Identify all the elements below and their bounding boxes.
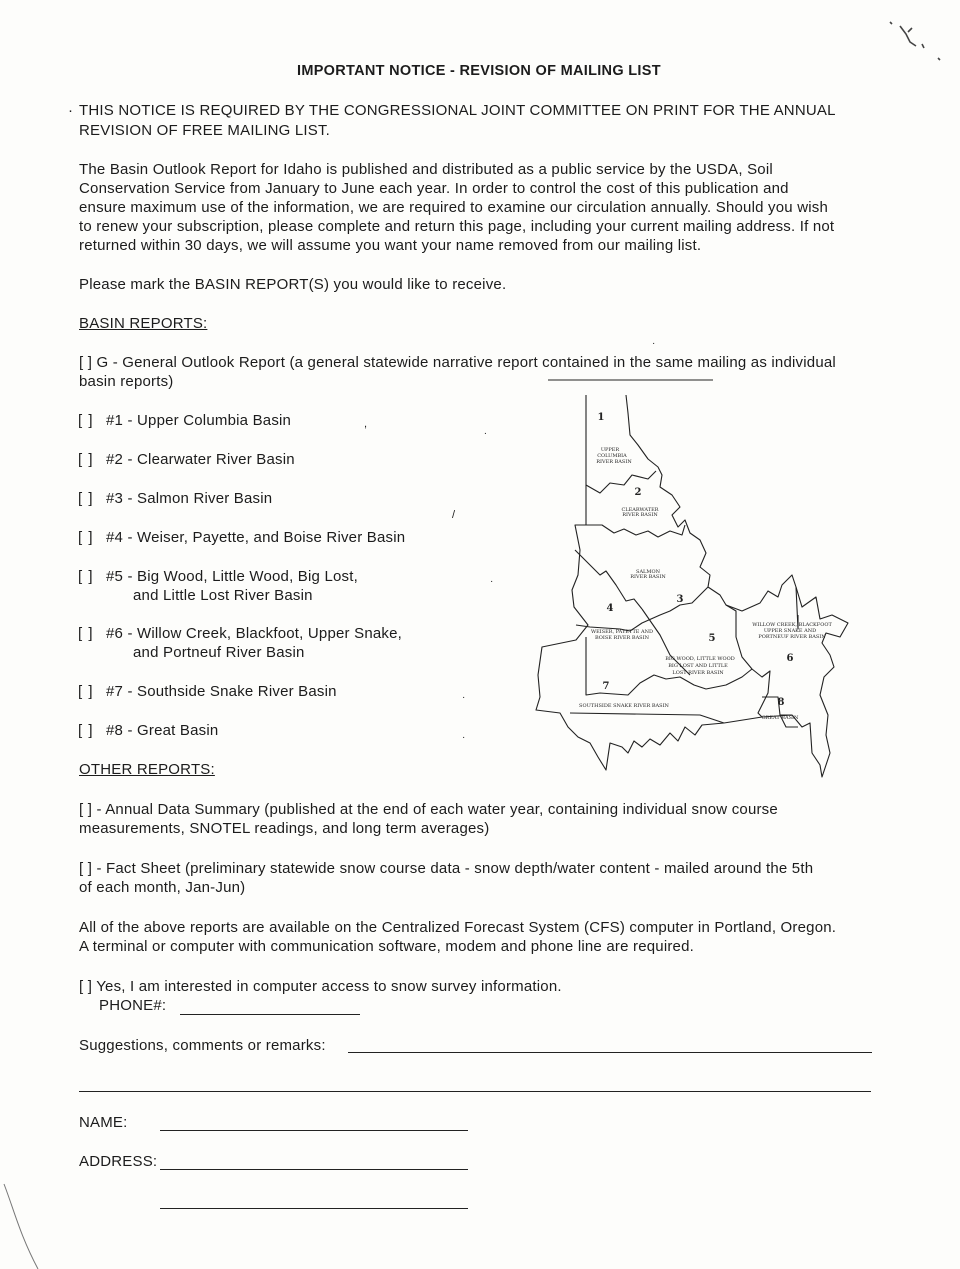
map-label-basin-2: RIVER BASIN bbox=[622, 512, 658, 518]
requirement-line-2: REVISION OF FREE MAILING LIST. bbox=[79, 122, 331, 139]
scan-artifact-edge bbox=[0, 1180, 50, 1269]
address-label: ADDRESS: bbox=[79, 1153, 158, 1170]
idaho-basin-map bbox=[530, 375, 860, 785]
checkbox[interactable]: [ ] bbox=[78, 722, 94, 739]
stray-mark: · bbox=[462, 692, 466, 703]
basin-label: #2 - Clearwater River Basin bbox=[106, 451, 295, 468]
map-label-basin-6: WILLOW CREEK, BLACKFOOT bbox=[752, 622, 832, 628]
requirement-line-1: THIS NOTICE IS REQUIRED BY THE CONGRESSIONAL JOINT COMMITTEE ON PRINT FOR THE ANNUAL bbox=[79, 102, 836, 119]
map-label-basin-2: CLEARWATER bbox=[621, 507, 659, 513]
map-number-3: 3 bbox=[676, 594, 684, 605]
cfs-line-1: All of the above reports are available on the Centralized Forecast System (CFS) computer in Portland, Oregon. bbox=[79, 919, 837, 936]
map-label-basin-1: UPPER bbox=[600, 447, 620, 453]
map-number-1: 1 bbox=[597, 412, 605, 423]
address-field-line-2[interactable] bbox=[160, 1208, 468, 1209]
map-label-basin-7: SOUTHSIDE SNAKE RIVER BASIN bbox=[579, 703, 669, 709]
map-label-basin-5: BIG LOST AND LITTLE bbox=[668, 663, 728, 669]
stray-mark: · bbox=[652, 338, 656, 349]
suggestions-field-line-2[interactable] bbox=[79, 1091, 871, 1092]
basin-label: #4 - Weiser, Payette, and Boise River Basin bbox=[106, 529, 406, 546]
boundary-south bbox=[570, 713, 724, 723]
checkbox[interactable]: [ ] bbox=[78, 625, 94, 642]
stray-mark: · bbox=[490, 576, 494, 587]
phone-label: PHONE#: bbox=[99, 997, 167, 1014]
mark-prompt: Please mark the BASIN REPORT(S) you would like to receive. bbox=[79, 276, 507, 293]
scan-artifact-speck bbox=[880, 14, 950, 74]
map-number-8: 8 bbox=[777, 697, 785, 708]
map-label-basin-3: SALMON bbox=[636, 569, 660, 575]
basin-label-continued: and Portneuf River Basin bbox=[133, 644, 305, 661]
map-label-basin-6: UPPER SNAKE AND bbox=[763, 628, 817, 634]
map-label-basin-3: RIVER BASIN bbox=[630, 574, 666, 580]
map-number-7: 7 bbox=[602, 681, 610, 692]
boundary-1-2 bbox=[586, 471, 656, 493]
basin-label: #8 - Great Basin bbox=[106, 722, 219, 739]
basin-label: #1 - Upper Columbia Basin bbox=[106, 412, 292, 429]
fact-sheet-line-2: of each month, Jan-Jun) bbox=[79, 879, 246, 896]
address-field[interactable] bbox=[160, 1169, 468, 1170]
map-label-basin-4: WEISER, PAYETTE AND bbox=[590, 629, 654, 635]
stray-mark: . bbox=[484, 426, 487, 437]
notice-title: IMPORTANT NOTICE - REVISION OF MAILING LIST bbox=[297, 63, 661, 79]
name-label: NAME: bbox=[79, 1114, 128, 1131]
map-number-6: 6 bbox=[786, 653, 794, 664]
map-label-basin-6: PORTNEUF RIVER BASIN bbox=[758, 634, 826, 640]
checkbox[interactable]: [ ] bbox=[78, 451, 94, 468]
basin-label-continued: and Little Lost River Basin bbox=[133, 587, 313, 604]
checkbox[interactable]: [ ] bbox=[78, 490, 94, 507]
phone-field[interactable] bbox=[180, 1014, 360, 1015]
margin-dot: · bbox=[68, 102, 74, 119]
annual-summary-line-1[interactable]: [ ] - Annual Data Summary (published at the end of each water year, containing individual snow course bbox=[79, 801, 778, 818]
computer-access-checkbox[interactable]: [ ] Yes, I am interested in computer access to snow survey information. bbox=[79, 978, 562, 995]
stray-mark: · bbox=[462, 732, 466, 743]
basin-label: #5 - Big Wood, Little Wood, Big Lost, bbox=[106, 568, 358, 585]
fact-sheet-line-1[interactable]: [ ] - Fact Sheet (preliminary statewide snow course data - snow depth/water content - mailed around the 5th bbox=[79, 860, 814, 877]
intro-line-3: ensure maximum use of the information, we are required to examine our circulation annually. Should you wish bbox=[79, 199, 828, 216]
map-label-basin-1: RIVER BASIN bbox=[596, 459, 632, 465]
intro-line-2: Conservation Service from January to June each year. In order to control the cost of this publication and bbox=[79, 180, 789, 197]
basin-reports-heading: BASIN REPORTS: bbox=[79, 315, 208, 332]
intro-line-4: to renew your subscription, please complete and return this page, including your current mailing address. If not bbox=[79, 218, 835, 235]
map-label-basin-5: LOST RIVER BASIN bbox=[672, 670, 724, 676]
basin-label: #7 - Southside Snake River Basin bbox=[106, 683, 337, 700]
state-outline bbox=[536, 395, 848, 777]
intro-line-1: The Basin Outlook Report for Idaho is published and distributed as a public service by the USDA, Soil bbox=[79, 161, 773, 178]
map-number-5: 5 bbox=[708, 633, 716, 644]
stray-mark: , bbox=[364, 418, 368, 430]
checkbox[interactable]: [ ] bbox=[78, 412, 94, 429]
checkbox[interactable]: [ ] bbox=[78, 568, 94, 585]
checkbox[interactable]: [ ] bbox=[78, 683, 94, 700]
suggestions-field[interactable] bbox=[348, 1052, 872, 1053]
map-label-basin-8: GREAT BASIN bbox=[761, 715, 799, 721]
general-outlook-line-2: basin reports) bbox=[79, 373, 174, 390]
basin-label: #6 - Willow Creek, Blackfoot, Upper Snake, bbox=[106, 625, 403, 642]
other-reports-heading: OTHER REPORTS: bbox=[79, 761, 215, 778]
map-label-basin-1: COLUMBIA bbox=[597, 453, 627, 459]
boundary-2-3 bbox=[586, 525, 685, 537]
intro-line-5: returned within 30 days, we will assume you want your name removed from our mailing list. bbox=[79, 237, 702, 254]
name-field[interactable] bbox=[160, 1130, 468, 1131]
stray-mark: / bbox=[452, 509, 456, 521]
map-label-basin-4: BOISE RIVER BASIN bbox=[595, 635, 649, 641]
annual-summary-line-2: measurements, SNOTEL readings, and long term averages) bbox=[79, 820, 490, 837]
general-outlook-line-1[interactable]: [ ] G - General Outlook Report (a general statewide narrative report contained in the same mailing as individual bbox=[79, 354, 836, 371]
map-number-4: 4 bbox=[606, 603, 614, 614]
checkbox[interactable]: [ ] bbox=[78, 529, 94, 546]
map-label-basin-5: BIG WOOD, LITTLE WOOD bbox=[665, 656, 735, 662]
map-number-2: 2 bbox=[634, 487, 642, 498]
basin-label: #3 - Salmon River Basin bbox=[106, 490, 273, 507]
cfs-line-2: A terminal or computer with communication software, modem and phone line are required. bbox=[79, 938, 694, 955]
suggestions-label: Suggestions, comments or remarks: bbox=[79, 1037, 326, 1054]
